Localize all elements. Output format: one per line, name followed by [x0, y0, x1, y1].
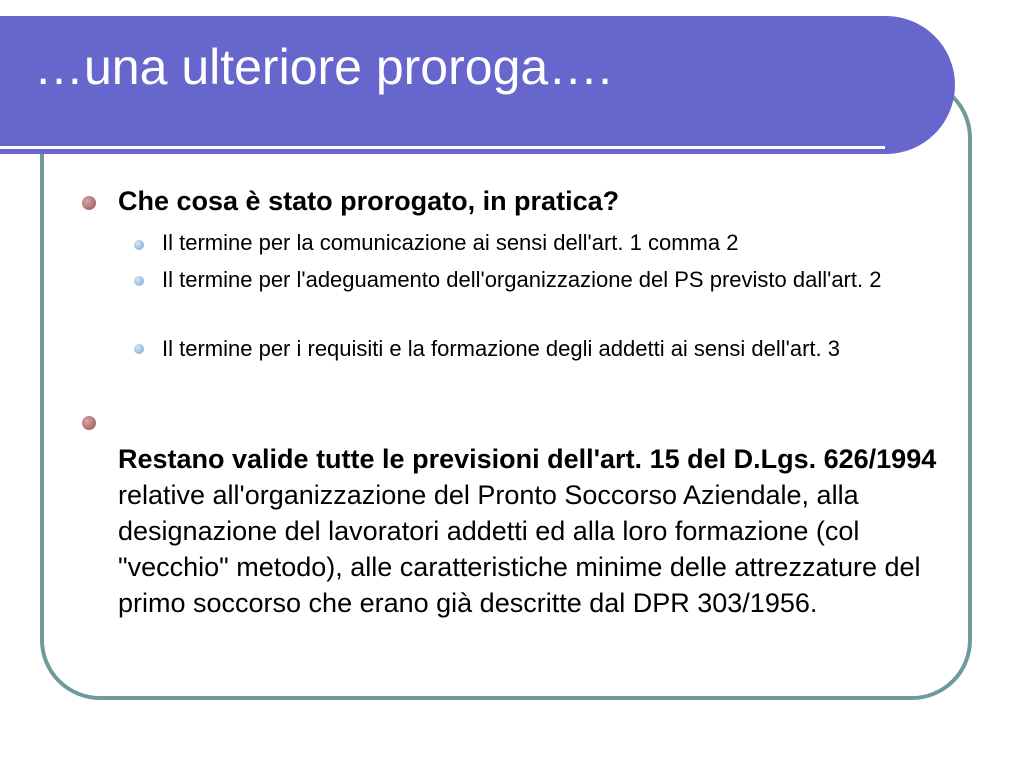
sub-bullet-dot-icon	[134, 240, 144, 250]
sub-bullet-dot-icon	[134, 276, 144, 286]
bullet-paragraph-bold: Restano valide tutte le previsioni dell'art. 15 del D.Lgs. 626/1994	[118, 444, 937, 474]
sub-item-3: Il termine per i requisiti e la formazione degli addetti ai sensi dell'art. 3	[162, 336, 840, 361]
bullet-heading: Che cosa è stato prorogato, in pratica?	[118, 186, 620, 216]
slide-title: …una ulteriore proroga….	[34, 39, 613, 95]
bullet-paragraph-rest: relative all'organizzazione del Pronto Soccorso Aziendale, alla designazione del lavoratori addetti ed alla loro formazione (col "vecchio" metodo), alle caratteristiche minime delle attrezzature del primo soccorso che erano già descritte dal DPR 303/1956.	[118, 480, 921, 618]
sub-bullet-dot-icon	[134, 344, 144, 354]
bullet-dot-icon	[82, 196, 96, 210]
sub-item-1: Il termine per la comunicazione ai sensi dell'art. 1 comma 2	[162, 230, 739, 255]
bullet-dot-icon	[82, 416, 96, 430]
bullet-paragraph	[118, 441, 948, 621]
sub-item-2: Il termine per l'adeguamento dell'organizzazione del PS previsto dall'art. 2	[162, 267, 882, 292]
